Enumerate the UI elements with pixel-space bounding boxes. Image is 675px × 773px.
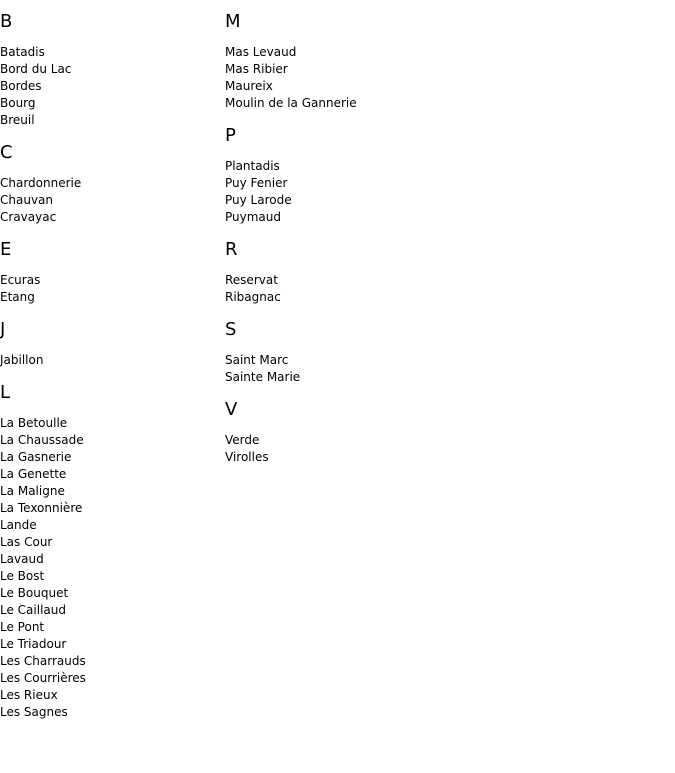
place-link[interactable]: La Gasnerie	[0, 450, 72, 464]
letter-group	[225, 398, 445, 466]
place-list	[225, 352, 445, 386]
place-list-item	[225, 44, 445, 61]
place-link[interactable]: Mas Ribier	[225, 62, 288, 76]
place-list-item	[225, 449, 445, 466]
place-link[interactable]: Ecuras	[0, 273, 41, 287]
place-list-item	[225, 209, 445, 226]
place-index-left-column	[0, 10, 220, 733]
place-list-item	[0, 568, 220, 585]
place-link[interactable]: Mas Levaud	[225, 45, 297, 59]
place-list-item	[0, 432, 220, 449]
place-link[interactable]: Lavaud	[0, 552, 44, 566]
letter-heading: M	[225, 11, 241, 32]
place-list-item	[0, 95, 220, 112]
letter-heading: R	[225, 239, 238, 260]
place-list-item	[0, 352, 220, 369]
place-list-item	[0, 704, 220, 721]
place-index-right-column	[225, 10, 445, 478]
place-link[interactable]: Puy Fenier	[225, 176, 288, 190]
letter-heading: E	[0, 239, 12, 260]
place-list	[0, 352, 220, 369]
place-list-item	[0, 272, 220, 289]
place-list	[225, 272, 445, 306]
place-list-item	[0, 44, 220, 61]
place-link[interactable]: La Maligne	[0, 484, 65, 498]
letter-group	[0, 10, 220, 129]
place-link[interactable]: Les Rieux	[0, 688, 58, 702]
place-link[interactable]: Cravayac	[0, 210, 57, 224]
place-link[interactable]: Batadis	[0, 45, 45, 59]
place-list	[0, 415, 220, 721]
letter-group	[225, 10, 445, 112]
place-list-item	[0, 687, 220, 704]
place-link[interactable]: Bord du Lac	[0, 62, 72, 76]
letter-heading: P	[225, 125, 236, 146]
place-link[interactable]: Reservat	[225, 273, 278, 287]
place-list-item	[0, 602, 220, 619]
place-list-item	[0, 619, 220, 636]
place-list	[0, 272, 220, 306]
letter-heading: S	[225, 319, 237, 340]
place-list-item	[225, 78, 445, 95]
place-list	[225, 44, 445, 112]
letter-group	[0, 238, 220, 306]
place-link[interactable]: La Chaussade	[0, 433, 84, 447]
place-list-item	[0, 209, 220, 226]
place-link[interactable]: Le Bost	[0, 569, 45, 583]
place-link[interactable]: Ribagnac	[225, 290, 281, 304]
place-link[interactable]: La Betoulle	[0, 416, 68, 430]
place-link[interactable]: Jabillon	[0, 353, 44, 367]
place-list-item	[0, 175, 220, 192]
place-list-item	[225, 352, 445, 369]
place-list-item	[0, 551, 220, 568]
place-link[interactable]: Chardonnerie	[0, 176, 82, 190]
place-link[interactable]: Etang	[0, 290, 35, 304]
place-link[interactable]: Bordes	[0, 79, 42, 93]
place-list-item	[0, 466, 220, 483]
place-link[interactable]: Breuil	[0, 113, 35, 127]
place-link[interactable]: Chauvan	[0, 193, 54, 207]
place-list	[225, 432, 445, 466]
place-list-item	[225, 61, 445, 78]
place-link[interactable]: Moulin de la Gannerie	[225, 96, 357, 110]
place-list-item	[0, 534, 220, 551]
place-list-item	[0, 636, 220, 653]
place-list-item	[0, 585, 220, 602]
place-list-item	[0, 670, 220, 687]
place-list-item	[225, 175, 445, 192]
place-list-item	[225, 158, 445, 175]
place-link[interactable]: Les Courrières	[0, 671, 86, 685]
place-list-item	[0, 517, 220, 534]
place-link[interactable]: Puy Larode	[225, 193, 292, 207]
place-link[interactable]: Saint Marc	[225, 353, 289, 367]
place-list-item	[225, 95, 445, 112]
place-list	[0, 44, 220, 129]
place-link[interactable]: Les Charrauds	[0, 654, 86, 668]
letter-heading: C	[0, 142, 13, 163]
place-list-item	[0, 415, 220, 432]
place-link[interactable]: Le Triadour	[0, 637, 67, 651]
place-list-item	[225, 289, 445, 306]
place-list-item	[0, 289, 220, 306]
place-list	[225, 158, 445, 226]
place-link[interactable]: Lande	[0, 518, 37, 532]
place-link[interactable]: Plantadis	[225, 159, 280, 173]
place-link[interactable]: Bourg	[0, 96, 36, 110]
place-list-item	[225, 192, 445, 209]
place-list-item	[225, 272, 445, 289]
letter-group	[225, 318, 445, 386]
letter-group	[225, 238, 445, 306]
place-link[interactable]: Maureix	[225, 79, 273, 93]
place-link[interactable]: La Texonnière	[0, 501, 83, 515]
place-list-item	[0, 500, 220, 517]
place-link[interactable]: Les Sagnes	[0, 705, 68, 719]
place-link[interactable]: Virolles	[225, 450, 269, 464]
place-list-item	[225, 432, 445, 449]
place-link[interactable]: Le Bouquet	[0, 586, 69, 600]
place-link[interactable]: Le Pont	[0, 620, 45, 634]
letter-group	[0, 381, 220, 721]
place-list-item	[0, 653, 220, 670]
place-link[interactable]: La Genette	[0, 467, 67, 481]
place-list-item	[0, 61, 220, 78]
place-link[interactable]: Sainte Marie	[225, 370, 301, 384]
letter-heading: B	[0, 11, 13, 32]
place-list-item	[0, 483, 220, 500]
place-list-item	[0, 78, 220, 95]
letter-heading: L	[0, 382, 11, 403]
place-list-item	[0, 449, 220, 466]
place-list-item	[225, 369, 445, 386]
place-link[interactable]: Las Cour	[0, 535, 53, 549]
place-link[interactable]: Puymaud	[225, 210, 281, 224]
letter-group	[225, 124, 445, 226]
place-link[interactable]: Verde	[225, 433, 260, 447]
place-link[interactable]: Le Caillaud	[0, 603, 66, 617]
letter-group	[0, 141, 220, 226]
place-list	[0, 175, 220, 226]
letter-heading: V	[225, 399, 238, 420]
letter-group	[0, 318, 220, 369]
place-list-item	[0, 112, 220, 129]
place-list-item	[0, 192, 220, 209]
letter-heading: J	[0, 319, 6, 340]
